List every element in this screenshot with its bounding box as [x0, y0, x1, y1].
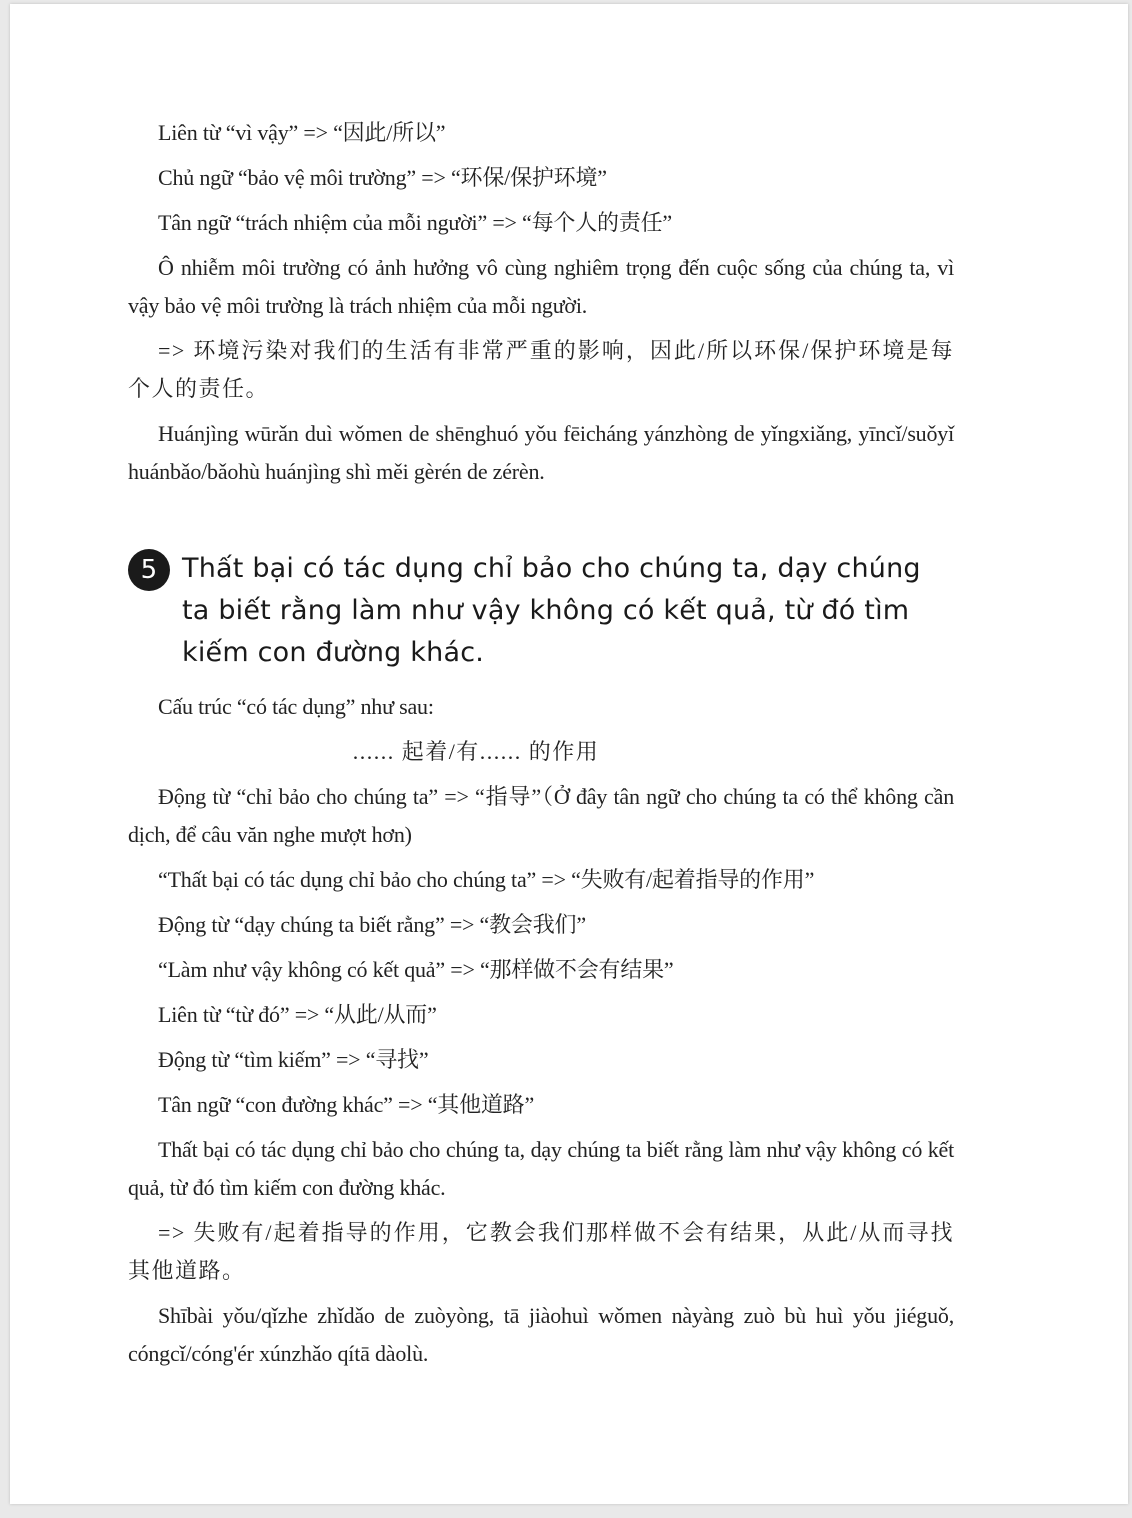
text-line: “Thất bại có tác dụng chỉ bảo cho chúng ta” => “失败有/起着指导的作用”: [158, 867, 815, 892]
vietnamese-sentence: Thất bại có tác dụng chỉ bảo cho chúng ta, dạy chúng ta biết rằng làm như vậy không có kết quả, từ đó tìm kiếm con đường khác.: [128, 1137, 954, 1200]
text-line: Động từ “tìm kiếm” => “寻找”: [158, 1047, 429, 1072]
text-line: Liên từ “vì vậy” => “因此/所以”: [158, 120, 446, 145]
chinese-translation: => 失败有/起着指导的作用，它教会我们那样做不会有结果，从此/从而寻找其他道路。: [128, 1220, 954, 1283]
text-line: Động từ “chỉ bảo cho chúng ta” => “指导”（Ở đây tân ngữ cho chúng ta có thể không cần dịch, để câu văn nghe mượt hơn): [128, 784, 954, 847]
chinese-translation: => 环境污染对我们的生活有非常严重的影响，因此/所以环保/保护环境是每个人的责任。: [128, 338, 954, 401]
document-page: [10, 4, 1128, 1504]
text-line: Cấu trúc “có tác dụng” như sau:: [158, 694, 434, 719]
text-line: Liên từ “từ đó” => “从此/从而”: [158, 1002, 437, 1027]
text-line: Động từ “dạy chúng ta biết rằng” => “教会我们”: [158, 912, 586, 937]
page-content: [128, 114, 954, 1380]
section-title: Thất bại có tác dụng chỉ bảo cho chúng ta, dạy chúng ta biết rằng làm như vậy không có kết quả, từ đó tìm kiếm con đường khác.: [182, 553, 921, 668]
section-number-badge: 5: [128, 549, 170, 591]
text-line: Chủ ngữ “bảo vệ môi trường” => “环保/保护环境”: [158, 165, 607, 190]
text-line: Tân ngữ “con đường khác” => “其他道路”: [158, 1092, 535, 1117]
vietnamese-sentence: Ô nhiễm môi trường có ảnh hưởng vô cùng nghiêm trọng đến cuộc sống của chúng ta, vì vậy bảo vệ môi trường là trách nhiệm của mỗi người.: [128, 255, 954, 318]
text-line: Tân ngữ “trách nhiệm của mỗi người” => “每个人的责任”: [158, 210, 672, 235]
section-heading: [128, 548, 954, 674]
pinyin-transcription: Shībài yǒu/qǐzhe zhǐdǎo de zuòyòng, tā jiàohuì wǒmen nàyàng zuò bù huì yǒu jiéguǒ, cóngcǐ/cóng'ér xúnzhǎo qítā dàolù.: [128, 1303, 954, 1366]
text-line: “Làm như vậy không có kết quả” => “那样做不会有结果”: [158, 957, 674, 982]
structure-pattern: ...... 起着/有...... 的作用: [352, 739, 600, 764]
pinyin-transcription: Huánjìng wūrǎn duì wǒmen de shēnghuó yǒu fēicháng yánzhòng de yǐngxiǎng, yīncǐ/suǒyǐ huánbǎo/bǎohù huánjìng shì měi gèrén de zérèn.: [128, 421, 954, 484]
